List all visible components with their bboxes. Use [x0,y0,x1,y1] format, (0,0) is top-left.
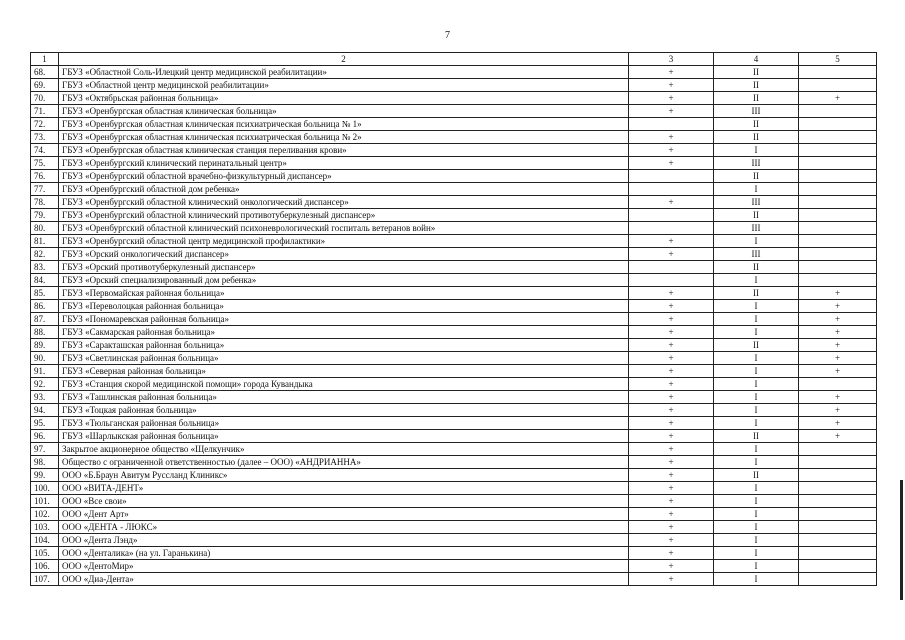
column-5-cell [799,131,877,144]
organization-name-cell: ГБУЗ «Оренбургский областной клинический онкологический диспансер» [59,196,629,209]
table-row [31,456,877,469]
table-row [31,560,877,573]
column-3-cell [629,222,714,235]
column-4-cell: I [714,417,799,430]
column-3-cell: + [629,547,714,560]
row-number-cell: 105. [31,547,59,560]
table-row [31,326,877,339]
row-number-cell: 92. [31,378,59,391]
column-5-cell [799,66,877,79]
organization-name-cell: ГБУЗ «Оренбургский клинический перинатальный центр» [59,157,629,170]
column-3-cell: + [629,287,714,300]
table-row [31,573,877,586]
column-3-cell: + [629,404,714,417]
organizations-table [30,52,877,586]
column-3-cell: + [629,534,714,547]
table-row [31,79,877,92]
column-5-cell: + [799,365,877,378]
table-row [31,183,877,196]
organization-name-cell: ГБУЗ «Октябрьская районная больница» [59,92,629,105]
column-3-cell: + [629,560,714,573]
column-5-cell: + [799,404,877,417]
row-number-cell: 72. [31,118,59,131]
column-3-cell [629,209,714,222]
column-5-cell [799,235,877,248]
column-3-cell: + [629,105,714,118]
column-3-cell: + [629,92,714,105]
table-row [31,404,877,417]
table-row [31,170,877,183]
column-3-cell: + [629,365,714,378]
column-5-cell [799,508,877,521]
row-number-cell: 78. [31,196,59,209]
organization-name-cell: ГБУЗ «Шарлыкская районная больница» [59,430,629,443]
column-3-cell: + [629,79,714,92]
row-number-cell: 88. [31,326,59,339]
organization-name-cell: ООО «Все свои» [59,495,629,508]
column-4-cell: I [714,391,799,404]
column-4-cell: II [714,261,799,274]
column-4-cell: I [714,456,799,469]
column-4-cell: I [714,443,799,456]
column-3-cell: + [629,521,714,534]
row-number-cell: 74. [31,144,59,157]
column-4-cell: I [714,144,799,157]
column-5-cell [799,157,877,170]
column-4-cell: I [714,274,799,287]
organization-name-cell: ГБУЗ «Переволоцкая районная больница» [59,300,629,313]
column-4-cell: I [714,495,799,508]
row-number-cell: 82. [31,248,59,261]
header-cell-3: 3 [629,53,714,66]
row-number-cell: 91. [31,365,59,378]
column-5-cell [799,482,877,495]
column-3-cell: + [629,248,714,261]
header-cell-5: 5 [799,53,877,66]
row-number-cell: 87. [31,313,59,326]
column-3-cell: + [629,144,714,157]
column-4-cell: II [714,92,799,105]
column-4-cell: II [714,469,799,482]
organization-name-cell: ГБУЗ «Тоцкая районная больница» [59,404,629,417]
column-5-cell: + [799,326,877,339]
column-4-cell: I [714,300,799,313]
column-3-cell: + [629,326,714,339]
column-5-cell [799,469,877,482]
row-number-cell: 96. [31,430,59,443]
header-cell-1: 1 [31,53,59,66]
organization-name-cell: ООО «Дент Арт» [59,508,629,521]
header-cell-4: 4 [714,53,799,66]
table-row [31,430,877,443]
column-3-cell: + [629,443,714,456]
organization-name-cell: ГБУЗ «Орский онкологический диспансер» [59,248,629,261]
column-4-cell: I [714,313,799,326]
column-3-cell [629,118,714,131]
row-number-cell: 98. [31,456,59,469]
row-number-cell: 83. [31,261,59,274]
organization-name-cell: ООО «Денталика» (на ул. Гаранькина) [59,547,629,560]
column-4-cell: II [714,79,799,92]
column-4-cell: I [714,482,799,495]
column-4-cell: II [714,66,799,79]
organization-name-cell: ГБУЗ «Тюльганская районная больница» [59,417,629,430]
column-4-cell: III [714,222,799,235]
column-4-cell: II [714,430,799,443]
column-4-cell: I [714,560,799,573]
column-5-cell [799,456,877,469]
column-4-cell: I [714,547,799,560]
column-5-cell [799,534,877,547]
row-number-cell: 70. [31,92,59,105]
table-row [31,534,877,547]
row-number-cell: 75. [31,157,59,170]
column-5-cell [799,248,877,261]
organization-name-cell: ГБУЗ «Орский противотуберкулезный диспансер» [59,261,629,274]
row-number-cell: 103. [31,521,59,534]
column-4-cell: I [714,534,799,547]
table-row [31,521,877,534]
column-4-cell: I [714,352,799,365]
table-row [31,222,877,235]
column-3-cell: + [629,313,714,326]
column-5-cell [799,105,877,118]
row-number-cell: 95. [31,417,59,430]
organization-name-cell: ГБУЗ «Оренбургская областная клиническая психиатрическая больница № 2» [59,131,629,144]
column-4-cell: I [714,365,799,378]
column-4-cell: I [714,573,799,586]
organization-name-cell: ООО «ДЕНТА - ЛЮКС» [59,521,629,534]
column-4-cell: II [714,170,799,183]
column-5-cell [799,274,877,287]
organization-name-cell: ГБУЗ «Областной Соль-Илецкий центр медицинской реабилитации» [59,66,629,79]
table-row [31,547,877,560]
column-3-cell [629,274,714,287]
table-header-row [31,53,877,66]
column-3-cell: + [629,66,714,79]
table-row [31,508,877,521]
column-5-cell [799,144,877,157]
organization-name-cell: ГБУЗ «Оренбургский областной клинический противотуберкулезный диспансер» [59,209,629,222]
table-row [31,482,877,495]
organization-name-cell: ГБУЗ «Светлинская районная больница» [59,352,629,365]
table-body [31,53,877,586]
column-4-cell: II [714,209,799,222]
organization-name-cell: ГБУЗ «Сакмарская районная больница» [59,326,629,339]
column-5-cell [799,222,877,235]
column-3-cell: + [629,235,714,248]
column-5-cell: + [799,391,877,404]
column-3-cell: + [629,469,714,482]
column-4-cell: I [714,404,799,417]
column-3-cell: + [629,573,714,586]
table-row [31,443,877,456]
column-3-cell: + [629,339,714,352]
table-row [31,209,877,222]
column-4-cell: I [714,183,799,196]
organization-name-cell: ГБУЗ «Оренбургская областная клиническая психиатрическая больница № 1» [59,118,629,131]
organization-name-cell: ГБУЗ «Станция скорой медицинской помощи» города Кувандыка [59,378,629,391]
column-4-cell: I [714,326,799,339]
table-row [31,92,877,105]
column-3-cell: + [629,391,714,404]
header-cell-2: 2 [59,53,629,66]
scan-edge-mark [900,480,903,600]
column-4-cell: I [714,508,799,521]
column-3-cell: + [629,495,714,508]
column-4-cell: II [714,131,799,144]
table-row [31,118,877,131]
table-row [31,495,877,508]
table-row [31,105,877,118]
table-row [31,300,877,313]
table-row [31,196,877,209]
row-number-cell: 68. [31,66,59,79]
row-number-cell: 80. [31,222,59,235]
column-5-cell: + [799,339,877,352]
column-3-cell: + [629,157,714,170]
column-5-cell [799,170,877,183]
organization-name-cell: ГБУЗ «Северная районная больница» [59,365,629,378]
row-number-cell: 97. [31,443,59,456]
page-number: 7 [445,30,450,41]
column-5-cell [799,443,877,456]
row-number-cell: 101. [31,495,59,508]
table-row [31,352,877,365]
table-row [31,248,877,261]
table-row [31,131,877,144]
column-5-cell: + [799,352,877,365]
row-number-cell: 85. [31,287,59,300]
column-3-cell: + [629,508,714,521]
organization-name-cell: Закрытое акционерное общество «Щелкунчик» [59,443,629,456]
organization-name-cell: ГБУЗ «Ташлинская районная больница» [59,391,629,404]
row-number-cell: 100. [31,482,59,495]
organization-name-cell: ГБУЗ «Оренбургская областная клиническая больница» [59,105,629,118]
table-row [31,391,877,404]
column-3-cell: + [629,430,714,443]
row-number-cell: 93. [31,391,59,404]
row-number-cell: 89. [31,339,59,352]
row-number-cell: 71. [31,105,59,118]
column-4-cell: I [714,235,799,248]
organization-name-cell: ГБУЗ «Орский специализированный дом ребенка» [59,274,629,287]
row-number-cell: 69. [31,79,59,92]
table-row [31,339,877,352]
column-4-cell: II [714,287,799,300]
organization-name-cell: ГБУЗ «Пономаревская районная больница» [59,313,629,326]
column-5-cell [799,378,877,391]
organization-name-cell: ГБУЗ «Оренбургская областная клиническая станция переливания крови» [59,144,629,157]
row-number-cell: 81. [31,235,59,248]
organization-name-cell: ГБУЗ «Оренбургский областной центр медицинской профилактики» [59,235,629,248]
column-4-cell: I [714,378,799,391]
column-5-cell: + [799,417,877,430]
table-row [31,144,877,157]
row-number-cell: 73. [31,131,59,144]
organization-name-cell: ГБУЗ «Оренбургский областной дом ребенка» [59,183,629,196]
column-5-cell [799,79,877,92]
column-3-cell: + [629,131,714,144]
row-number-cell: 77. [31,183,59,196]
row-number-cell: 94. [31,404,59,417]
column-5-cell [799,560,877,573]
column-3-cell: + [629,417,714,430]
column-5-cell [799,261,877,274]
table-row [31,157,877,170]
column-4-cell: III [714,105,799,118]
organization-name-cell: ГБУЗ «Первомайская районная больница» [59,287,629,300]
table-row [31,378,877,391]
column-4-cell: III [714,248,799,261]
row-number-cell: 106. [31,560,59,573]
column-4-cell: III [714,196,799,209]
row-number-cell: 107. [31,573,59,586]
organization-name-cell: Общество с ограниченной ответственностью (далее – ООО) «АНДРИАННА» [59,456,629,469]
column-5-cell [799,521,877,534]
column-5-cell: + [799,287,877,300]
column-4-cell: II [714,339,799,352]
table-row [31,287,877,300]
table-row [31,274,877,287]
column-3-cell: + [629,456,714,469]
organization-name-cell: ГБУЗ «Оренбургский областной врачебно-физкультурный диспансер» [59,170,629,183]
row-number-cell: 84. [31,274,59,287]
column-4-cell: II [714,118,799,131]
column-5-cell: + [799,313,877,326]
table-row [31,365,877,378]
column-5-cell [799,118,877,131]
table-row [31,261,877,274]
column-5-cell: + [799,430,877,443]
column-3-cell: + [629,352,714,365]
column-5-cell [799,196,877,209]
table-row [31,66,877,79]
row-number-cell: 99. [31,469,59,482]
column-3-cell: + [629,482,714,495]
organization-name-cell: ГБУЗ «Оренбургский областной клинический психоневрологический госпиталь ветеранов войн» [59,222,629,235]
organization-name-cell: ООО «Диа-Дента» [59,573,629,586]
organization-name-cell: ООО «ДентоМир» [59,560,629,573]
organization-name-cell: ООО «Дента Лэнд» [59,534,629,547]
organization-name-cell: ГБУЗ «Саракташская районная больница» [59,339,629,352]
column-3-cell: + [629,300,714,313]
organization-name-cell: ООО «Б.Браун Авитум Руссланд Клиникс» [59,469,629,482]
column-5-cell [799,183,877,196]
column-3-cell [629,170,714,183]
column-5-cell [799,209,877,222]
column-5-cell [799,495,877,508]
organization-name-cell: ООО «ВИТА-ДЕНТ» [59,482,629,495]
table-row [31,313,877,326]
row-number-cell: 86. [31,300,59,313]
table-row [31,235,877,248]
table-row [31,469,877,482]
column-5-cell: + [799,300,877,313]
row-number-cell: 76. [31,170,59,183]
column-5-cell [799,573,877,586]
table-row [31,417,877,430]
row-number-cell: 90. [31,352,59,365]
column-5-cell: + [799,92,877,105]
column-3-cell [629,261,714,274]
column-4-cell: I [714,521,799,534]
column-3-cell [629,183,714,196]
organization-name-cell: ГБУЗ «Областной центр медицинской реабилитации» [59,79,629,92]
column-5-cell [799,547,877,560]
row-number-cell: 79. [31,209,59,222]
column-3-cell: + [629,196,714,209]
column-4-cell: III [714,157,799,170]
column-3-cell: + [629,378,714,391]
row-number-cell: 104. [31,534,59,547]
row-number-cell: 102. [31,508,59,521]
